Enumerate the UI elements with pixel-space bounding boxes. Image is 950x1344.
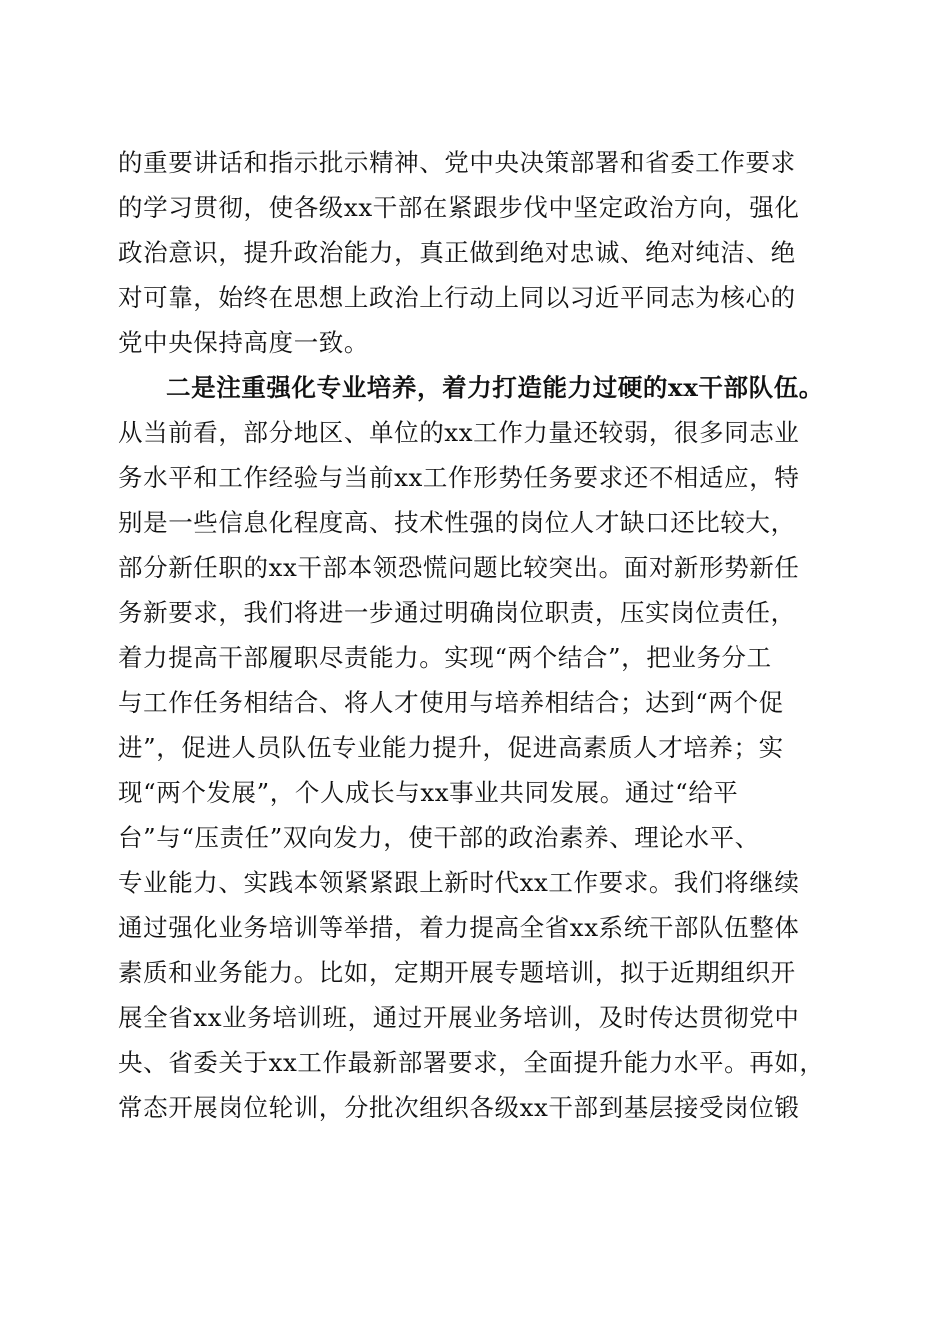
text-line: 常态开展岗位轮训，分批次组织各级xx干部到基层接受岗位锻 (118, 1093, 800, 1122)
text-line: 与工作任务相结合、将人才使用与培养相结合；达到“两个促 (118, 688, 784, 717)
text-line: 部分新任职的xx干部本领恐慌问题比较突出。面对新形势新任 (118, 553, 800, 582)
text-line: 台”与“压责任”双向发力，使干部的政治素养、理论水平、 (118, 823, 760, 852)
text-line: 务水平和工作经验与当前xx工作形势任务要求还不相适应，特 (118, 463, 800, 492)
text-line: 党中央保持高度一致。 (118, 328, 369, 357)
text-line: 的重要讲话和指示批示精神、党中央决策部署和省委工作要求 (118, 148, 796, 177)
text-line: 专业能力、实践本领紧紧跟上新时代xx工作要求。我们将继续 (118, 868, 800, 897)
text-line: 着力提高干部履职尽责能力。实现“两个结合”，把业务分工 (118, 643, 772, 672)
text-line: 从当前看，部分地区、单位的xx工作力量还较弱，很多同志业 (118, 418, 800, 447)
text-line: 别是一些信息化程度高、技术性强的岗位人才缺口还比较大， (118, 508, 796, 537)
text-line: 对可靠，始终在思想上政治上行动上同以习近平同志为核心的 (118, 283, 796, 312)
text-line: 政治意识，提升政治能力，真正做到绝对忠诚、绝对纯洁、绝 (118, 238, 796, 267)
text-line: 通过强化业务培训等举措，着力提高全省xx系统干部队伍整体 (118, 913, 800, 942)
text-line: 央、省委关于xx工作最新部署要求，全面提升能力水平。再如， (118, 1048, 825, 1077)
section-heading: 二是注重强化专业培养，着力打造能力过硬的xx干部队伍。 (166, 373, 824, 402)
text-line: 进”，促进人员队伍专业能力提升，促进高素质人才培养；实 (118, 733, 784, 762)
text-line: 素质和业务能力。比如，定期开展专题培训，拟于近期组织开 (118, 958, 796, 987)
text-line: 务新要求，我们将进一步通过明确岗位职责，压实岗位责任， (118, 598, 796, 627)
text-line: 现“两个发展”，个人成长与xx事业共同发展。通过“给平 (118, 778, 739, 807)
text-line: 展全省xx业务培训班，通过开展业务培训，及时传达贯彻党中 (118, 1003, 800, 1032)
text-line: 的学习贯彻，使各级xx干部在紧跟步伐中坚定政治方向，强化 (118, 193, 800, 222)
